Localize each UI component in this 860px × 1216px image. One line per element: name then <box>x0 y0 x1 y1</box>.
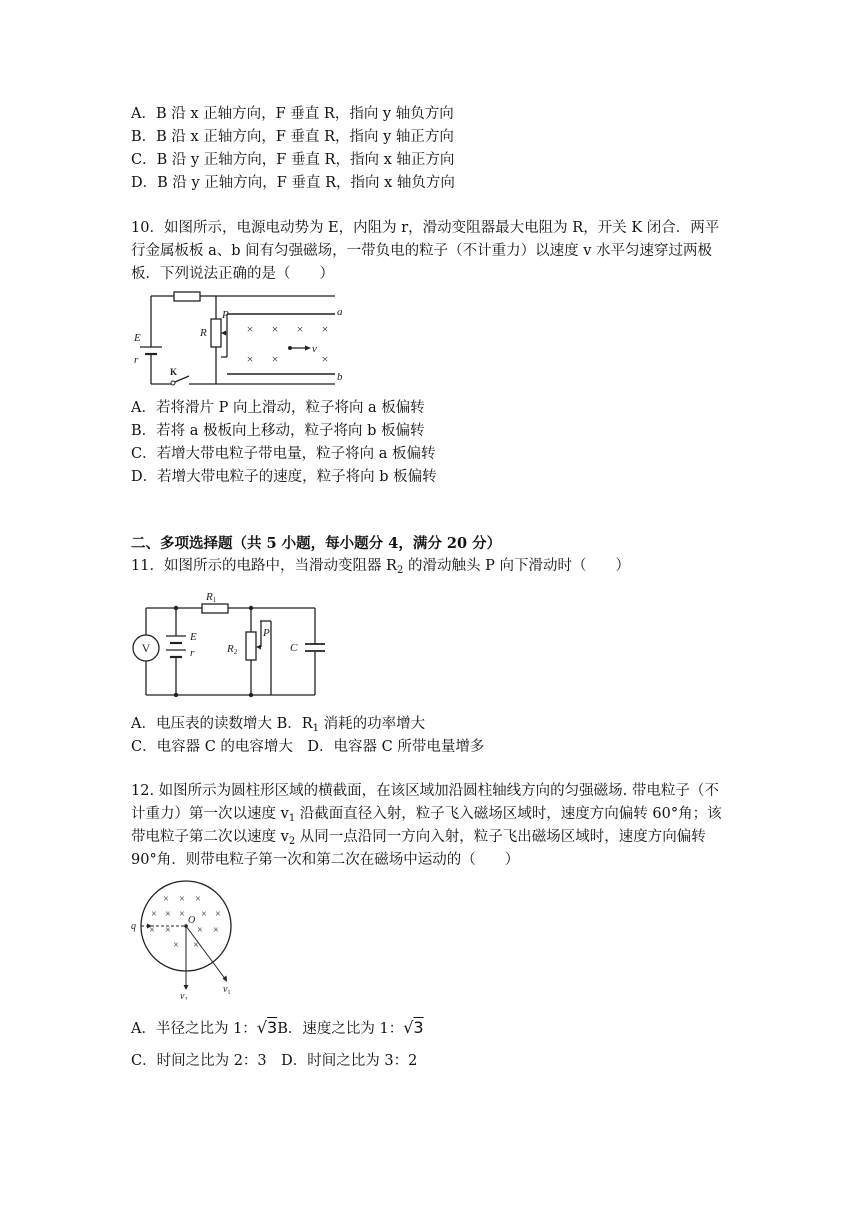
q10-label-E: E <box>134 332 141 344</box>
q12-cross-1: × <box>163 894 169 905</box>
q12-label-v2: $v_2$ <box>180 991 188 1000</box>
q11-option-a-b: A．电压表的读数增大 B．$R_1$ 消耗的功率增大 <box>131 716 426 734</box>
q10-cross-1-3: × <box>296 322 304 336</box>
q10-label-P: P <box>222 309 229 321</box>
q10-cross-1-1: × <box>246 322 254 336</box>
q12-cross-7: × <box>201 909 207 920</box>
q10-cross-2-2: × <box>271 352 279 366</box>
q10-label-b: b <box>337 371 343 383</box>
q9-option-b: B．B 沿 x 正轴方向，F 垂直 R，指向 y 轴正方向 <box>131 129 454 145</box>
q11-label-r: r <box>190 647 195 659</box>
q10-cross-2-1: × <box>246 352 254 366</box>
q11-circuit-figure <box>130 584 330 702</box>
q9-option-d: D．B 沿 y 正轴方向，F 垂直 R，指向 x 轴负方向 <box>131 175 455 191</box>
q12-cross-12: × <box>213 925 219 936</box>
q12-stem-line-2: 计重力）第一次以速度 $v_1$ 沿截面直径入射，粒子飞入磁场区域时，速度方向偏转 60°角；该 <box>131 806 722 824</box>
q10-option-d: D．若增大带电粒子的速度，粒子将向 b 板偏转 <box>131 469 437 485</box>
q11-label-E: E <box>190 631 197 643</box>
q12-label-q: q <box>131 921 136 932</box>
q11-label-P: P <box>263 627 270 639</box>
q12-magnetic-field-figure <box>130 880 250 1000</box>
q10-option-c: C．若增大带电粒子带电量，粒子将向 a 板偏转 <box>131 446 436 462</box>
q12-label-O: O <box>188 915 196 926</box>
q12-cross-6: × <box>179 909 185 920</box>
q10-label-R: R <box>200 327 207 339</box>
q11-label-R2: R2 <box>227 643 238 656</box>
q12-cross-11: × <box>197 925 203 936</box>
q11-option-c-d: C．电容器 C 的电容增大 D．电容器 C 所带电量增多 <box>131 739 485 755</box>
q9-option-c: C．B 沿 y 正轴方向，F 垂直 R，指向 x 轴正方向 <box>131 152 455 168</box>
q10-label-a: a <box>337 306 343 318</box>
q10-option-a: A．若将滑片 P 向上滑动，粒子将向 a 板偏转 <box>131 400 425 416</box>
q10-cross-1-2: × <box>271 322 279 336</box>
q11-label-R1: R1 <box>206 591 217 604</box>
q10-label-r: r <box>134 354 139 366</box>
q10-stem-line-3: 板．下列说法正确的是（ ） <box>131 266 334 282</box>
q12-cross-9: × <box>149 925 155 936</box>
q11-label-C: C <box>290 642 298 654</box>
q12-cross-14: × <box>193 940 199 951</box>
q12-cross-3: × <box>195 894 201 905</box>
q10-circuit-figure <box>130 286 350 392</box>
q12-stem-line-3: 带电粒子第二次以速度 $v_2$ 从同一点沿同一方向入射，粒子飞出磁场区域时，速度方向偏转 <box>131 829 706 847</box>
q12-cross-5: × <box>165 909 171 920</box>
q10-cross-2-3: × <box>321 352 329 366</box>
q12-option-a-b: A．半径之比为 1：√3B．速度之比为 1：√3 <box>131 1018 424 1037</box>
q12-cross-13: × <box>173 940 179 951</box>
q11-stem: 11．如图所示的电路中，当滑动变阻器 $R_2$ 的滑动触头 P 向下滑动时（ ） <box>131 558 630 576</box>
q12-cross-8: × <box>215 909 221 920</box>
q10-stem-line-2: 行金属板板 a、b 间有匀强磁场，一带负电的粒子（不计重力）以速度 v 水平匀速穿过两极 <box>131 243 713 259</box>
sqrt-3: √3 <box>403 1018 424 1037</box>
q12-stem-line-1: 12. 如图所示为圆柱形区域的横截面，在该区域加沿圆柱轴线方向的匀强磁场. 带电粒子（不 <box>131 783 719 799</box>
sqrt-3: √3 <box>256 1018 278 1037</box>
q10-option-b: B．若将 a 极板向上移动，粒子将向 b 板偏转 <box>131 423 425 439</box>
q10-stem-line-1: 10．如图所示，电源电动势为 E，内阻为 r，滑动变阻器最大电阻为 R，开关 K 闭合．两平 <box>131 220 720 236</box>
q10-label-K: K <box>170 367 178 377</box>
q12-option-c-d: C．时间之比为 2：3 D．时间之比为 3：2 <box>131 1053 418 1069</box>
q9-option-a: A．B 沿 x 正轴方向，F 垂直 R，指向 y 轴负方向 <box>131 106 454 122</box>
q12-stem-line-4: 90°角．则带电粒子第一次和第二次在磁场中运动的（ ） <box>131 852 520 868</box>
q10-cross-1-4: × <box>321 322 329 336</box>
q12-cross-2: × <box>179 894 185 905</box>
q12-cross-10: × <box>165 925 171 936</box>
q12-label-v1: $v_1$ <box>223 984 231 996</box>
q11-voltmeter-label: V <box>141 641 151 655</box>
section-2-heading: 二、多项选择题（共 5 小题，每小题分 4，满分 20 分） <box>131 535 502 552</box>
q10-label-v: v <box>312 343 317 355</box>
q12-cross-4: × <box>151 909 157 920</box>
